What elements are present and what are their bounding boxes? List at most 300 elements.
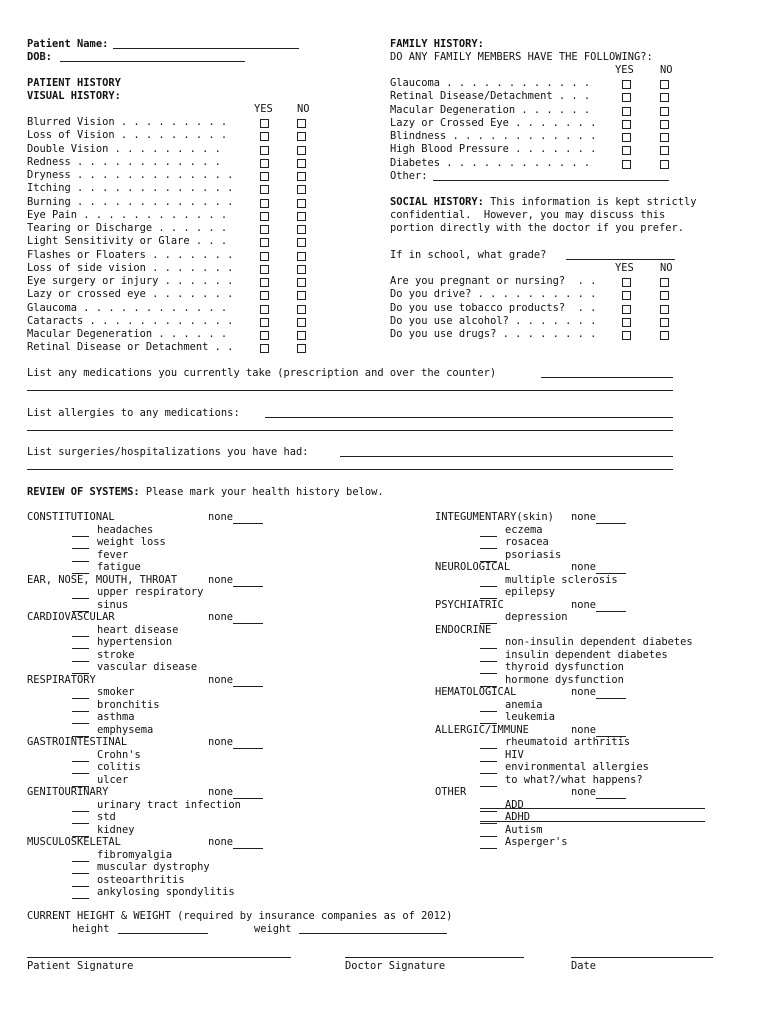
ros-item-label: stroke [97, 648, 135, 661]
ros-item-blank[interactable] [72, 813, 89, 824]
ros-item-label: epilepsy [505, 586, 556, 598]
ros-item-blank[interactable] [72, 763, 89, 774]
height-label: height [72, 923, 110, 935]
social-no-header: NO [660, 262, 673, 274]
ros-item-blank[interactable] [480, 713, 497, 724]
visual-history-item-no-checkbox[interactable] [297, 305, 306, 314]
ros-item-blank[interactable] [480, 588, 497, 599]
ros-item-blank[interactable] [72, 551, 89, 562]
visual-history-item-yes-checkbox[interactable] [260, 212, 269, 221]
ros-item-label: rosacea [505, 536, 549, 548]
family-history-item-yes-checkbox[interactable] [622, 160, 631, 169]
visual-history-item-no-checkbox[interactable] [297, 291, 306, 300]
visual-history-item-no-checkbox[interactable] [297, 238, 306, 247]
allergies-field-1[interactable] [265, 417, 673, 418]
ros-item[interactable] [480, 711, 555, 724]
social-history-item-yes-checkbox[interactable] [622, 305, 631, 314]
ros-item-blank[interactable] [72, 688, 89, 699]
visual-history-item-yes-checkbox[interactable] [260, 278, 269, 287]
social-history-item-label: Are you pregnant or nursing? . . [390, 275, 597, 287]
ros-item[interactable] [480, 674, 624, 687]
surgeries-label: List surgeries/hospitalizations you have had: [27, 446, 309, 458]
ros-item-blank[interactable] [480, 538, 497, 549]
weight-field[interactable] [299, 933, 447, 934]
ros-item[interactable] [72, 586, 203, 599]
ros-none-field[interactable] [571, 724, 626, 737]
visual-history-item-no-checkbox[interactable] [297, 146, 306, 155]
ros-item[interactable] [72, 811, 116, 824]
family-history-title: FAMILY HISTORY: [390, 38, 484, 50]
visual-history-item-no-checkbox[interactable] [297, 172, 306, 181]
ros-item-label: bronchitis [97, 698, 160, 711]
ros-none-field[interactable] [208, 511, 263, 524]
family-history-item-no-checkbox[interactable] [660, 133, 669, 142]
ros-item-label: HIV [505, 748, 524, 761]
ros-category-right: ENDOCRINE [435, 623, 492, 636]
ros-category-right: PSYCHIATRIC [435, 598, 504, 611]
ros-item[interactable] [480, 611, 568, 624]
ros-item-label: hormone dysfunction [505, 673, 624, 686]
surgeries-field-2[interactable] [27, 469, 673, 470]
ros-item-label: std [97, 811, 116, 823]
height-field[interactable] [118, 933, 208, 934]
ros-none-field[interactable] [571, 511, 626, 524]
family-history-item-label: Blindness . . . . . . . . . . . . [390, 130, 597, 142]
ros-item-blank[interactable] [72, 826, 89, 837]
visual-history-item-yes-checkbox[interactable] [260, 252, 269, 261]
ros-item-blank[interactable] [72, 851, 89, 862]
ros-item-label: non-insulin dependent diabetes [505, 636, 693, 648]
visual-history-item-no-checkbox[interactable] [297, 212, 306, 221]
ros-item[interactable] [480, 799, 524, 812]
ros-category-right: INTEGUMENTARY(skin) [435, 511, 554, 523]
ros-none-label: none [208, 511, 234, 523]
family-history-item-no-checkbox[interactable] [660, 107, 669, 116]
date-label: Date [571, 960, 597, 972]
social-history-item-label: Do you use drugs? . . . . . . . . [390, 328, 597, 340]
ros-none-line[interactable] [233, 513, 263, 524]
visual-history-item-no-checkbox[interactable] [297, 185, 306, 194]
ros-item-label: ankylosing spondylitis [97, 886, 235, 898]
ros-none-label: none [571, 723, 597, 736]
ros-none-label: none [208, 736, 234, 748]
ros-category-left: RESPIRATORY [27, 673, 96, 686]
ros-item-blank[interactable] [72, 801, 89, 812]
ros-item-blank[interactable] [480, 838, 497, 849]
ros-item[interactable] [480, 574, 618, 587]
ros-item-blank[interactable] [72, 726, 89, 737]
visual-history-item-no-checkbox[interactable] [297, 318, 306, 327]
ros-item-label: muscular dystrophy [97, 861, 210, 873]
social-history-item-no-checkbox[interactable] [660, 278, 669, 287]
family-history-item-no-checkbox[interactable] [660, 93, 669, 102]
visual-history-item-label: Retinal Disease or Detachment . . [27, 341, 234, 354]
ros-item-label: insulin dependent diabetes [505, 648, 668, 661]
ros-item-label: psoriasis [505, 548, 562, 561]
patient-name-field[interactable] [113, 48, 299, 49]
ros-none-label: none [208, 573, 234, 586]
family-history-item-label: High Blood Pressure . . . . . . . [390, 143, 597, 156]
family-history-item-label: Diabetes . . . . . . . . . . . . [390, 156, 591, 169]
social-history-item-no-checkbox[interactable] [660, 318, 669, 327]
ros-none-label: none [571, 786, 597, 798]
visual-history-item-label: Redness . . . . . . . . . . . . [27, 155, 221, 168]
ros-item-blank[interactable] [480, 663, 497, 674]
ros-item[interactable] [72, 686, 135, 699]
visual-yes-header: YES [254, 103, 273, 115]
ros-none-line[interactable] [596, 688, 626, 699]
ros-item[interactable] [72, 536, 166, 549]
ros-item[interactable] [480, 536, 549, 549]
ros-none-label: none [571, 686, 597, 698]
visual-history-item-yes-checkbox[interactable] [260, 305, 269, 314]
visual-history-item-yes-checkbox[interactable] [260, 146, 269, 155]
visual-history-item-no-checkbox[interactable] [297, 278, 306, 287]
ros-item-label: fibromyalgia [97, 848, 173, 861]
family-history-item-yes-checkbox[interactable] [622, 120, 631, 129]
ros-item-label: Asperger's [505, 836, 568, 848]
ros-none-field[interactable] [208, 611, 263, 624]
ros-item-label: colitis [97, 761, 141, 773]
ros-item-label: anemia [505, 698, 543, 711]
visual-history-item-yes-checkbox[interactable] [260, 132, 269, 141]
ros-item[interactable] [72, 761, 141, 774]
ros-item-blank[interactable] [72, 563, 89, 574]
ros-item-blank[interactable] [72, 888, 89, 899]
date-line[interactable] [571, 957, 713, 958]
family-other-field[interactable] [433, 180, 669, 181]
visual-history-item-yes-checkbox[interactable] [260, 318, 269, 327]
ros-category-left: MUSCULOSKELETAL [27, 836, 121, 848]
visual-history-item-no-checkbox[interactable] [297, 252, 306, 261]
ros-item[interactable] [72, 886, 235, 899]
family-history-item-yes-checkbox[interactable] [622, 146, 631, 155]
ros-item-label: ADD [505, 798, 524, 811]
ros-subtitle: Please mark your health history below. [145, 486, 384, 498]
social-history-line3: portion directly with the doctor if you prefer. [390, 222, 685, 234]
visual-history-item-yes-checkbox[interactable] [260, 238, 269, 247]
ros-item-blank[interactable] [480, 676, 497, 687]
social-history-item-label: Do you use tobacco products? . . [390, 301, 597, 314]
family-history-item-no-checkbox[interactable] [660, 160, 669, 169]
ros-item-label: vascular disease [97, 661, 198, 673]
ros-item[interactable] [480, 549, 561, 562]
ros-category-left: GENITOURINARY [27, 786, 109, 798]
ros-item-blank[interactable] [72, 701, 89, 712]
ros-item-label: eczema [505, 523, 543, 536]
visual-history-item-no-checkbox[interactable] [297, 344, 306, 353]
visual-history-item-label: Cataracts . . . . . . . . . . . . [27, 314, 234, 327]
ros-item-label: urinary tract infection [97, 798, 241, 811]
ros-item-label: osteoarthritis [97, 873, 185, 886]
patient-name-label: Patient Name: [27, 38, 109, 50]
visual-history-item-yes-checkbox[interactable] [260, 291, 269, 300]
family-history-item-label: Glaucoma . . . . . . . . . . . . [390, 77, 591, 89]
ros-title: REVIEW OF SYSTEMS: [27, 486, 140, 498]
ros-item[interactable] [72, 824, 135, 837]
ros-item-blank[interactable] [480, 826, 497, 837]
visual-history-item-no-checkbox[interactable] [297, 331, 306, 340]
ros-item-label: leukemia [505, 711, 556, 723]
visual-history-item-label: Lazy or crossed eye . . . . . . . [27, 288, 234, 301]
ros-item[interactable] [480, 661, 624, 674]
ros-item-blank[interactable] [72, 588, 89, 599]
visual-history-item-no-checkbox[interactable] [297, 225, 306, 234]
visual-history-item-no-checkbox[interactable] [297, 159, 306, 168]
ros-item-label: ADHD [505, 811, 531, 823]
ros-item-blank[interactable] [72, 526, 89, 537]
height-weight-title: CURRENT HEIGHT & WEIGHT (required by insurance companies as of 2012) [27, 910, 453, 922]
ros-none-line[interactable] [596, 726, 626, 737]
visual-history-item-label: Glaucoma . . . . . . . . . . . . [27, 301, 228, 314]
visual-history-item-yes-checkbox[interactable] [260, 185, 269, 194]
ros-item[interactable] [480, 736, 630, 749]
allergy-detail-line-1[interactable] [480, 808, 705, 809]
social-history-item-yes-checkbox[interactable] [622, 318, 631, 327]
ros-item-blank[interactable] [72, 651, 89, 662]
ros-item[interactable] [72, 724, 153, 737]
visual-history-item-label: Eye surgery or injury . . . . . . [27, 275, 234, 287]
ros-item[interactable] [72, 711, 135, 724]
ros-item-label: hypertension [97, 636, 173, 648]
weight-label: weight [254, 923, 292, 935]
surgeries-field-1[interactable] [340, 456, 673, 457]
allergies-label: List allergies to any medications: [27, 407, 240, 419]
ros-none-line[interactable] [233, 838, 263, 849]
ros-item[interactable] [72, 661, 197, 674]
family-history-item-yes-checkbox[interactable] [622, 80, 631, 89]
ros-item-blank[interactable] [72, 601, 89, 612]
ros-item[interactable] [72, 749, 141, 762]
ros-category-left: CONSTITUTIONAL [27, 511, 115, 523]
ros-item-blank[interactable] [480, 651, 497, 662]
ros-item[interactable] [72, 874, 185, 887]
visual-history-item-label: Double Vision . . . . . . . . . [27, 142, 221, 155]
family-history-item-label: Lazy or Crossed Eye . . . . . . . [390, 116, 597, 129]
visual-history-item-yes-checkbox[interactable] [260, 199, 269, 208]
visual-history-item-label: Light Sensitivity or Glare . . . [27, 235, 228, 248]
ros-none-field[interactable] [208, 674, 263, 687]
ros-item-label: depression [505, 611, 568, 623]
ros-item-blank[interactable] [72, 776, 89, 787]
ros-item-blank[interactable] [480, 701, 497, 712]
ros-item-label: to what?/what happens? [505, 773, 643, 786]
ros-item[interactable] [72, 624, 178, 637]
ros-item[interactable] [480, 586, 555, 599]
visual-history-item-no-checkbox[interactable] [297, 199, 306, 208]
family-history-item-yes-checkbox[interactable] [622, 107, 631, 116]
ros-item-blank[interactable] [72, 638, 89, 649]
dob-field[interactable] [60, 61, 245, 62]
ros-item-blank[interactable] [480, 776, 497, 787]
ros-item-label: weight loss [97, 536, 166, 548]
ros-none-line[interactable] [233, 676, 263, 687]
ros-none-field[interactable] [571, 599, 626, 612]
ros-item[interactable] [480, 636, 693, 649]
ros-none-line[interactable] [596, 513, 626, 524]
ros-item-label: fatigue [97, 561, 141, 573]
ros-item[interactable] [72, 774, 128, 787]
dob-label: DOB: [27, 51, 53, 63]
ros-item-blank[interactable] [480, 813, 497, 824]
visual-history-item-label: Dryness . . . . . . . . . . . . . [27, 169, 234, 181]
ros-item[interactable] [72, 861, 210, 874]
ros-item-label: Autism [505, 823, 543, 836]
ros-item-label: headaches [97, 523, 154, 536]
visual-history-item-yes-checkbox[interactable] [260, 159, 269, 168]
ros-item-blank[interactable] [480, 576, 497, 587]
ros-none-field[interactable] [571, 786, 626, 799]
ros-item[interactable] [72, 549, 128, 562]
ros-item-label: ulcer [97, 773, 129, 786]
school-grade-label: If in school, what grade? [390, 249, 547, 261]
ros-category-right: NEUROLOGICAL [435, 561, 511, 573]
family-history-item-no-checkbox[interactable] [660, 80, 669, 89]
ros-item-blank[interactable] [480, 613, 497, 624]
ros-category-left: GASTROINTESTINAL [27, 736, 128, 748]
ros-item-label: thyroid dysfunction [505, 661, 624, 673]
visual-history-item-label: Loss of Vision . . . . . . . . . [27, 129, 228, 142]
ros-item-blank[interactable] [480, 801, 497, 812]
social-history-item-no-checkbox[interactable] [660, 305, 669, 314]
ros-item[interactable] [480, 761, 649, 774]
ros-item-blank[interactable] [72, 626, 89, 637]
family-history-item-label: Macular Degeneration . . . . . . [390, 103, 591, 116]
social-history-item-label: Do you drive? . . . . . . . . . . [390, 288, 597, 301]
ros-item-blank[interactable] [480, 551, 497, 562]
social-history-item-yes-checkbox[interactable] [622, 331, 631, 340]
visual-history-item-yes-checkbox[interactable] [260, 344, 269, 353]
social-yes-header: YES [615, 262, 634, 274]
medications-field-1[interactable] [541, 377, 673, 378]
ros-item-blank[interactable] [72, 538, 89, 549]
family-history-item-yes-checkbox[interactable] [622, 133, 631, 142]
ros-none-label: none [571, 561, 597, 573]
visual-history-item-label: Eye Pain . . . . . . . . . . . . [27, 208, 228, 221]
visual-history-item-label: Burning . . . . . . . . . . . . . [27, 195, 234, 208]
social-history-item-yes-checkbox[interactable] [622, 278, 631, 287]
social-history-item-yes-checkbox[interactable] [622, 291, 631, 300]
visual-history-item-label: Loss of side vision . . . . . . . [27, 261, 234, 274]
ros-item-label: smoker [97, 686, 135, 698]
ros-item[interactable] [480, 749, 524, 762]
ros-none-label: none [208, 611, 234, 623]
doctor-signature-line[interactable] [345, 957, 524, 958]
visual-history-item-yes-checkbox[interactable] [260, 119, 269, 128]
ros-none-label: none [208, 673, 234, 686]
family-history-question: DO ANY FAMILY MEMBERS HAVE THE FOLLOWING?: [390, 51, 653, 63]
ros-item-blank[interactable] [72, 751, 89, 762]
family-history-item-no-checkbox[interactable] [660, 146, 669, 155]
ros-item-label: Crohn's [97, 748, 141, 761]
ros-item[interactable] [480, 649, 668, 662]
visual-history-item-no-checkbox[interactable] [297, 265, 306, 274]
ros-none-line[interactable] [233, 788, 263, 799]
school-grade-field[interactable] [566, 259, 675, 260]
social-history-title: SOCIAL HISTORY: [390, 196, 484, 208]
social-history-item-no-checkbox[interactable] [660, 291, 669, 300]
family-yes-header: YES [615, 64, 634, 76]
ros-none-label: none [571, 598, 597, 611]
ros-item-blank[interactable] [480, 638, 497, 649]
family-history-item-no-checkbox[interactable] [660, 120, 669, 129]
visual-history-item-yes-checkbox[interactable] [260, 172, 269, 181]
ros-item[interactable] [72, 649, 135, 662]
ros-item[interactable] [480, 524, 543, 537]
visual-history-item-label: Flashes or Floaters . . . . . . . [27, 248, 234, 261]
ros-none-field[interactable] [208, 736, 263, 749]
visual-history-subtitle: VISUAL HISTORY: [27, 90, 121, 102]
ros-item-blank[interactable] [72, 876, 89, 887]
ros-item[interactable] [480, 824, 543, 837]
patient-signature-line[interactable] [27, 957, 291, 958]
ros-none-line[interactable] [233, 738, 263, 749]
ros-item[interactable] [72, 524, 153, 537]
ros-none-field[interactable] [208, 836, 263, 849]
ros-none-label: none [208, 836, 234, 848]
ros-item[interactable] [72, 849, 172, 862]
ros-item-blank[interactable] [480, 751, 497, 762]
ros-category-right: HEMATOLOGICAL [435, 686, 517, 698]
ros-item[interactable] [72, 599, 128, 612]
ros-none-label: none [571, 511, 597, 523]
medications-field-2[interactable] [27, 390, 673, 391]
ros-item-blank[interactable] [72, 663, 89, 674]
ros-item-blank[interactable] [480, 763, 497, 774]
ros-none-line[interactable] [596, 601, 626, 612]
ros-item-blank[interactable] [480, 738, 497, 749]
ros-item[interactable] [72, 561, 141, 574]
visual-history-item-yes-checkbox[interactable] [260, 225, 269, 234]
social-history-line2: confidential. However, you may discuss this [390, 209, 666, 221]
ros-none-line[interactable] [233, 613, 263, 624]
visual-history-item-no-checkbox[interactable] [297, 132, 306, 141]
visual-history-item-no-checkbox[interactable] [297, 119, 306, 128]
ros-item-label: heart disease [97, 623, 179, 636]
allergies-field-2[interactable] [27, 430, 673, 431]
allergy-detail-line-2[interactable] [480, 821, 705, 822]
visual-history-item-yes-checkbox[interactable] [260, 265, 269, 274]
ros-item[interactable] [72, 799, 241, 812]
ros-item[interactable] [72, 699, 160, 712]
ros-none-field[interactable] [208, 786, 263, 799]
ros-none-field[interactable] [571, 686, 626, 699]
visual-history-item-label: Blurred Vision . . . . . . . . . [27, 116, 228, 128]
social-history-item-no-checkbox[interactable] [660, 331, 669, 340]
ros-none-field[interactable] [208, 574, 263, 587]
ros-item-label: asthma [97, 711, 135, 723]
patient-signature-label: Patient Signature [27, 960, 134, 972]
ros-item[interactable] [480, 811, 530, 824]
ros-item[interactable] [480, 836, 568, 849]
ros-item-blank[interactable] [480, 526, 497, 537]
visual-history-item-yes-checkbox[interactable] [260, 331, 269, 340]
ros-category-left: EAR, NOSE, MOUTH, THROAT [27, 573, 178, 586]
family-history-item-yes-checkbox[interactable] [622, 93, 631, 102]
family-history-item-label: Retinal Disease/Detachment . . . [390, 90, 591, 103]
ros-item[interactable] [480, 699, 543, 712]
ros-item[interactable] [480, 774, 643, 787]
ros-none-line[interactable] [596, 788, 626, 799]
ros-none-line[interactable] [233, 576, 263, 587]
ros-none-field[interactable] [571, 561, 626, 574]
ros-item-blank[interactable] [72, 713, 89, 724]
ros-none-line[interactable] [596, 563, 626, 574]
ros-item-label: upper respiratory [97, 586, 204, 598]
ros-category-right: ALLERGIC/IMMUNE [435, 723, 529, 736]
ros-item-blank[interactable] [72, 863, 89, 874]
ros-item[interactable] [72, 636, 172, 649]
